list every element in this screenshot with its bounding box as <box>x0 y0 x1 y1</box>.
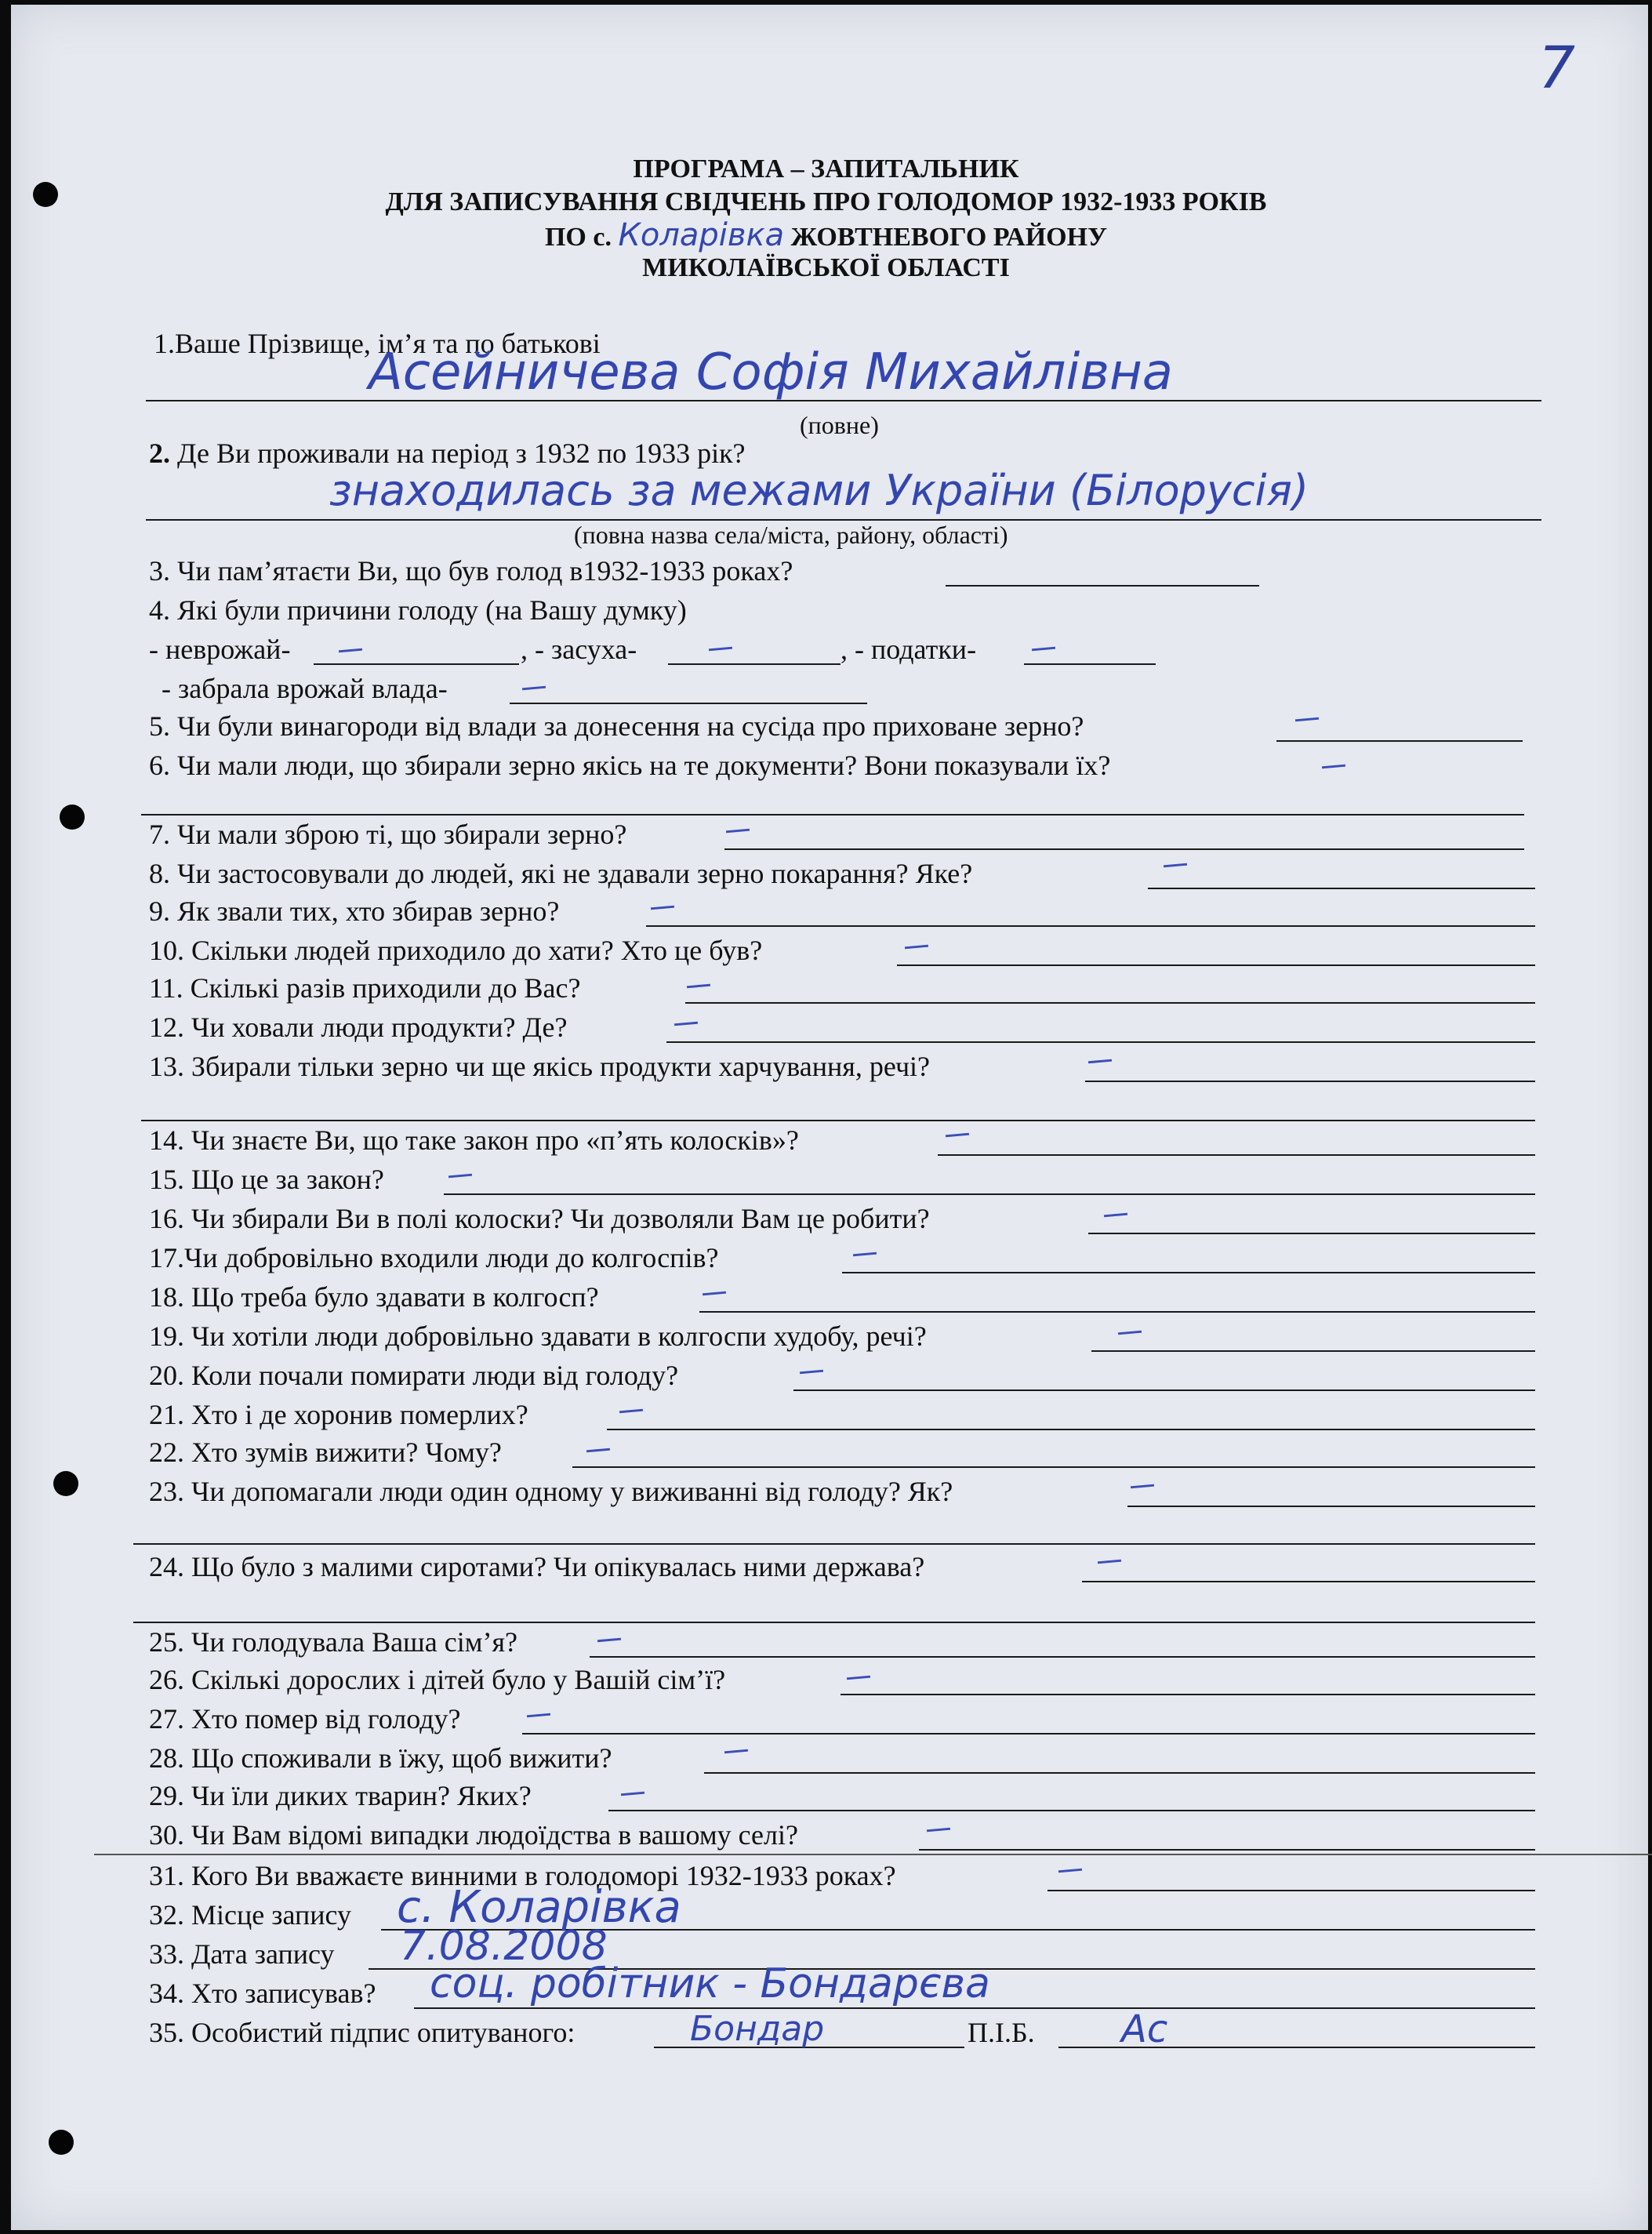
question-6: 6. Чи мали люди, що збирали зерно якісь на те документи? Вони показували їх? <box>149 750 1111 781</box>
question-11: 11. Скількі разів приходили до Вас? <box>149 972 581 1004</box>
title-line1: ПРОГРАМА – ЗАПИТАЛЬНИК <box>633 154 1019 183</box>
question-3: 3. Чи пам’ятаєти Ви, що був голод в1932-1933 роках? <box>149 555 793 587</box>
answer-2-handwritten: знаходилась за межами України (Білорусія) <box>329 466 1309 515</box>
question-26: 26. Скількі дорослих і дітей було у Вашій сім’ї? <box>149 1664 726 1695</box>
question-28: 28. Що споживали в їжу, щоб вижити? <box>149 1742 612 1774</box>
answer-34-handwritten: соц. робітник - Бондарєва <box>430 1960 990 2007</box>
question-16: 16. Чи збирали Ви в полі колоски? Чи дозволяли Вам це робити? <box>149 1203 930 1234</box>
question-33: 33. Дата запису <box>149 1938 335 1970</box>
punch-hole <box>60 805 85 830</box>
cause-crop-failure: - неврожай- <box>149 634 291 665</box>
cause-taxes-line <box>1024 663 1156 665</box>
answer-line <box>1127 1506 1535 1507</box>
title-line2: ДЛЯ ЗАПИСУВАННЯ СВІДЧЕНЬ ПРО ГОЛОДОМОР 1932-1933 РОКІВ <box>385 187 1267 216</box>
question-17: 17.Чи добровільно входили люди до колгоспів? <box>149 1242 719 1273</box>
question-24: 24. Що було з малими сиротами? Чи опікувалась ними держава? <box>149 1551 925 1582</box>
answer-line <box>1091 1350 1535 1352</box>
question-19: 19. Чи хотіли люди добровільно здавати в колгоспи худобу, речі? <box>149 1320 927 1352</box>
question-1: 1.Ваше Прізвище, ім’я та по батькові <box>154 328 601 359</box>
question-32: 32. Місце запису <box>149 1899 351 1931</box>
answer-34-line <box>414 2007 1535 2009</box>
answer-line <box>1088 1233 1535 1234</box>
cause-taxes: , - податки- <box>841 634 977 665</box>
answer-line <box>590 1656 1535 1658</box>
cause-crop-failure-line <box>314 663 519 665</box>
answer-line <box>724 848 1524 850</box>
title-suffix: ЖОВТНЕВОГО РАЙОНУ <box>790 223 1108 252</box>
answer-line <box>1047 1890 1535 1891</box>
answer-line <box>897 964 1535 966</box>
question-27: 27. Хто помер від голоду? <box>149 1703 461 1735</box>
answer-line <box>1148 888 1535 889</box>
title-line3 <box>0 217 1652 253</box>
answer-line <box>141 814 1524 816</box>
question-10: 10. Скільки людей приходило до хати? Хто це був? <box>149 935 763 966</box>
punch-hole <box>53 1471 78 1496</box>
question-14: 14. Чи знаєте Ви, що таке закон про «п’ять колосків»? <box>149 1124 799 1156</box>
answer-33-handwritten: 7.08.2008 <box>400 1923 608 1970</box>
answer-line <box>938 1154 1535 1156</box>
title-prefix: ПО с. <box>544 223 612 252</box>
answer-line <box>646 925 1535 927</box>
answer-line <box>1082 1581 1535 1582</box>
answer-line <box>572 1466 1535 1468</box>
question-12: 12. Чи ховали люди продукти? Де? <box>149 1012 568 1043</box>
punch-hole <box>49 2130 74 2155</box>
cause-government: - забрала врожай влада- <box>162 673 448 704</box>
note-1: (повне) <box>800 411 879 439</box>
question-5: 5. Чи були винагороди від влади за донесення на сусіда про приховане зерно? <box>149 710 1084 742</box>
answer-3-line <box>946 585 1259 587</box>
answer-line <box>133 1543 1535 1545</box>
question-18: 18. Що треба було здавати в колгосп? <box>149 1281 599 1313</box>
pib-label: П.І.Б. <box>968 2017 1035 2048</box>
question-9: 9. Як звали тих, хто збирав зерно? <box>149 895 560 927</box>
question-31: 31. Кого Ви вважаєте винними в голодоморі 1932-1933 роках? <box>149 1860 896 1891</box>
village-handwritten: Коларівка <box>618 217 785 253</box>
question-23: 23. Чи допомагали люди один одному у виживанні від голоду? Як? <box>149 1476 953 1507</box>
pib-signature: Ас <box>1121 2007 1168 2051</box>
question-15: 15. Що це за закон? <box>149 1164 384 1195</box>
cause-drought-line <box>668 663 841 665</box>
answer-line <box>608 1810 1535 1811</box>
respondent-signature: Бондар <box>690 2009 825 2049</box>
question-8: 8. Чи застосовували до людей, які не здавали зерно покарання? Яке? <box>149 858 973 889</box>
answer-line <box>699 1311 1535 1313</box>
question-13: 13. Збирали тільки зерно чи ще якісь продукти харчування, речі? <box>149 1051 931 1082</box>
note-2: (повна назва села/міста, району, області) <box>574 521 1008 549</box>
answer-line <box>444 1193 1535 1195</box>
answer-line <box>1085 1081 1535 1082</box>
question-35: 35. Особистий підпис опитуваного: <box>149 2017 575 2048</box>
answer-line <box>685 1002 1535 1004</box>
answer-line <box>842 1272 1535 1273</box>
question-29: 29. Чи їли диких тварин? Яких? <box>149 1780 532 1811</box>
title-line4: МИКОЛАЇВСЬКОЇ ОБЛАСТІ <box>642 253 1010 282</box>
question-22: 22. Хто зумів вижити? Чому? <box>149 1437 502 1468</box>
question-7: 7. Чи мали зброю ті, що збирали зерно? <box>149 819 627 850</box>
fold-line <box>94 1854 1652 1855</box>
answer-line <box>704 1772 1535 1774</box>
question-34: 34. Хто записував? <box>149 1978 376 2009</box>
page-number: 7 <box>1538 35 1576 102</box>
question-30: 30. Чи Вам відомі випадки людоїдства в вашому селі? <box>149 1819 798 1851</box>
cause-drought: , - засуха- <box>521 634 637 665</box>
question-2-num: 2. <box>149 438 170 469</box>
answer-line <box>133 1622 1535 1623</box>
answer-1-handwritten: Асейничева Софія Михайлівна <box>369 343 1173 401</box>
answer-line <box>793 1389 1535 1391</box>
answer-line <box>666 1041 1535 1043</box>
cause-government-line <box>510 703 867 704</box>
answer-32-handwritten: с. Коларівка <box>397 1882 681 1933</box>
answer-line <box>522 1733 1535 1735</box>
question-21: 21. Хто і де хоронив померлих? <box>149 1399 528 1430</box>
question-20: 20. Коли почали помирати люди від голоду? <box>149 1360 679 1391</box>
answer-line <box>607 1429 1535 1430</box>
answer-1-line <box>146 400 1541 401</box>
answer-line <box>141 1120 1535 1121</box>
question-4: 4. Які були причини голоду (на Вашу думку) <box>149 594 687 626</box>
answer-line <box>841 1694 1535 1695</box>
answer-line <box>919 1849 1535 1851</box>
question-2-text: Де Ви проживали на період з 1932 по 1933 рік? <box>177 438 746 469</box>
question-25: 25. Чи голодувала Ваша сім’я? <box>149 1626 518 1658</box>
answer-line <box>1276 740 1523 742</box>
